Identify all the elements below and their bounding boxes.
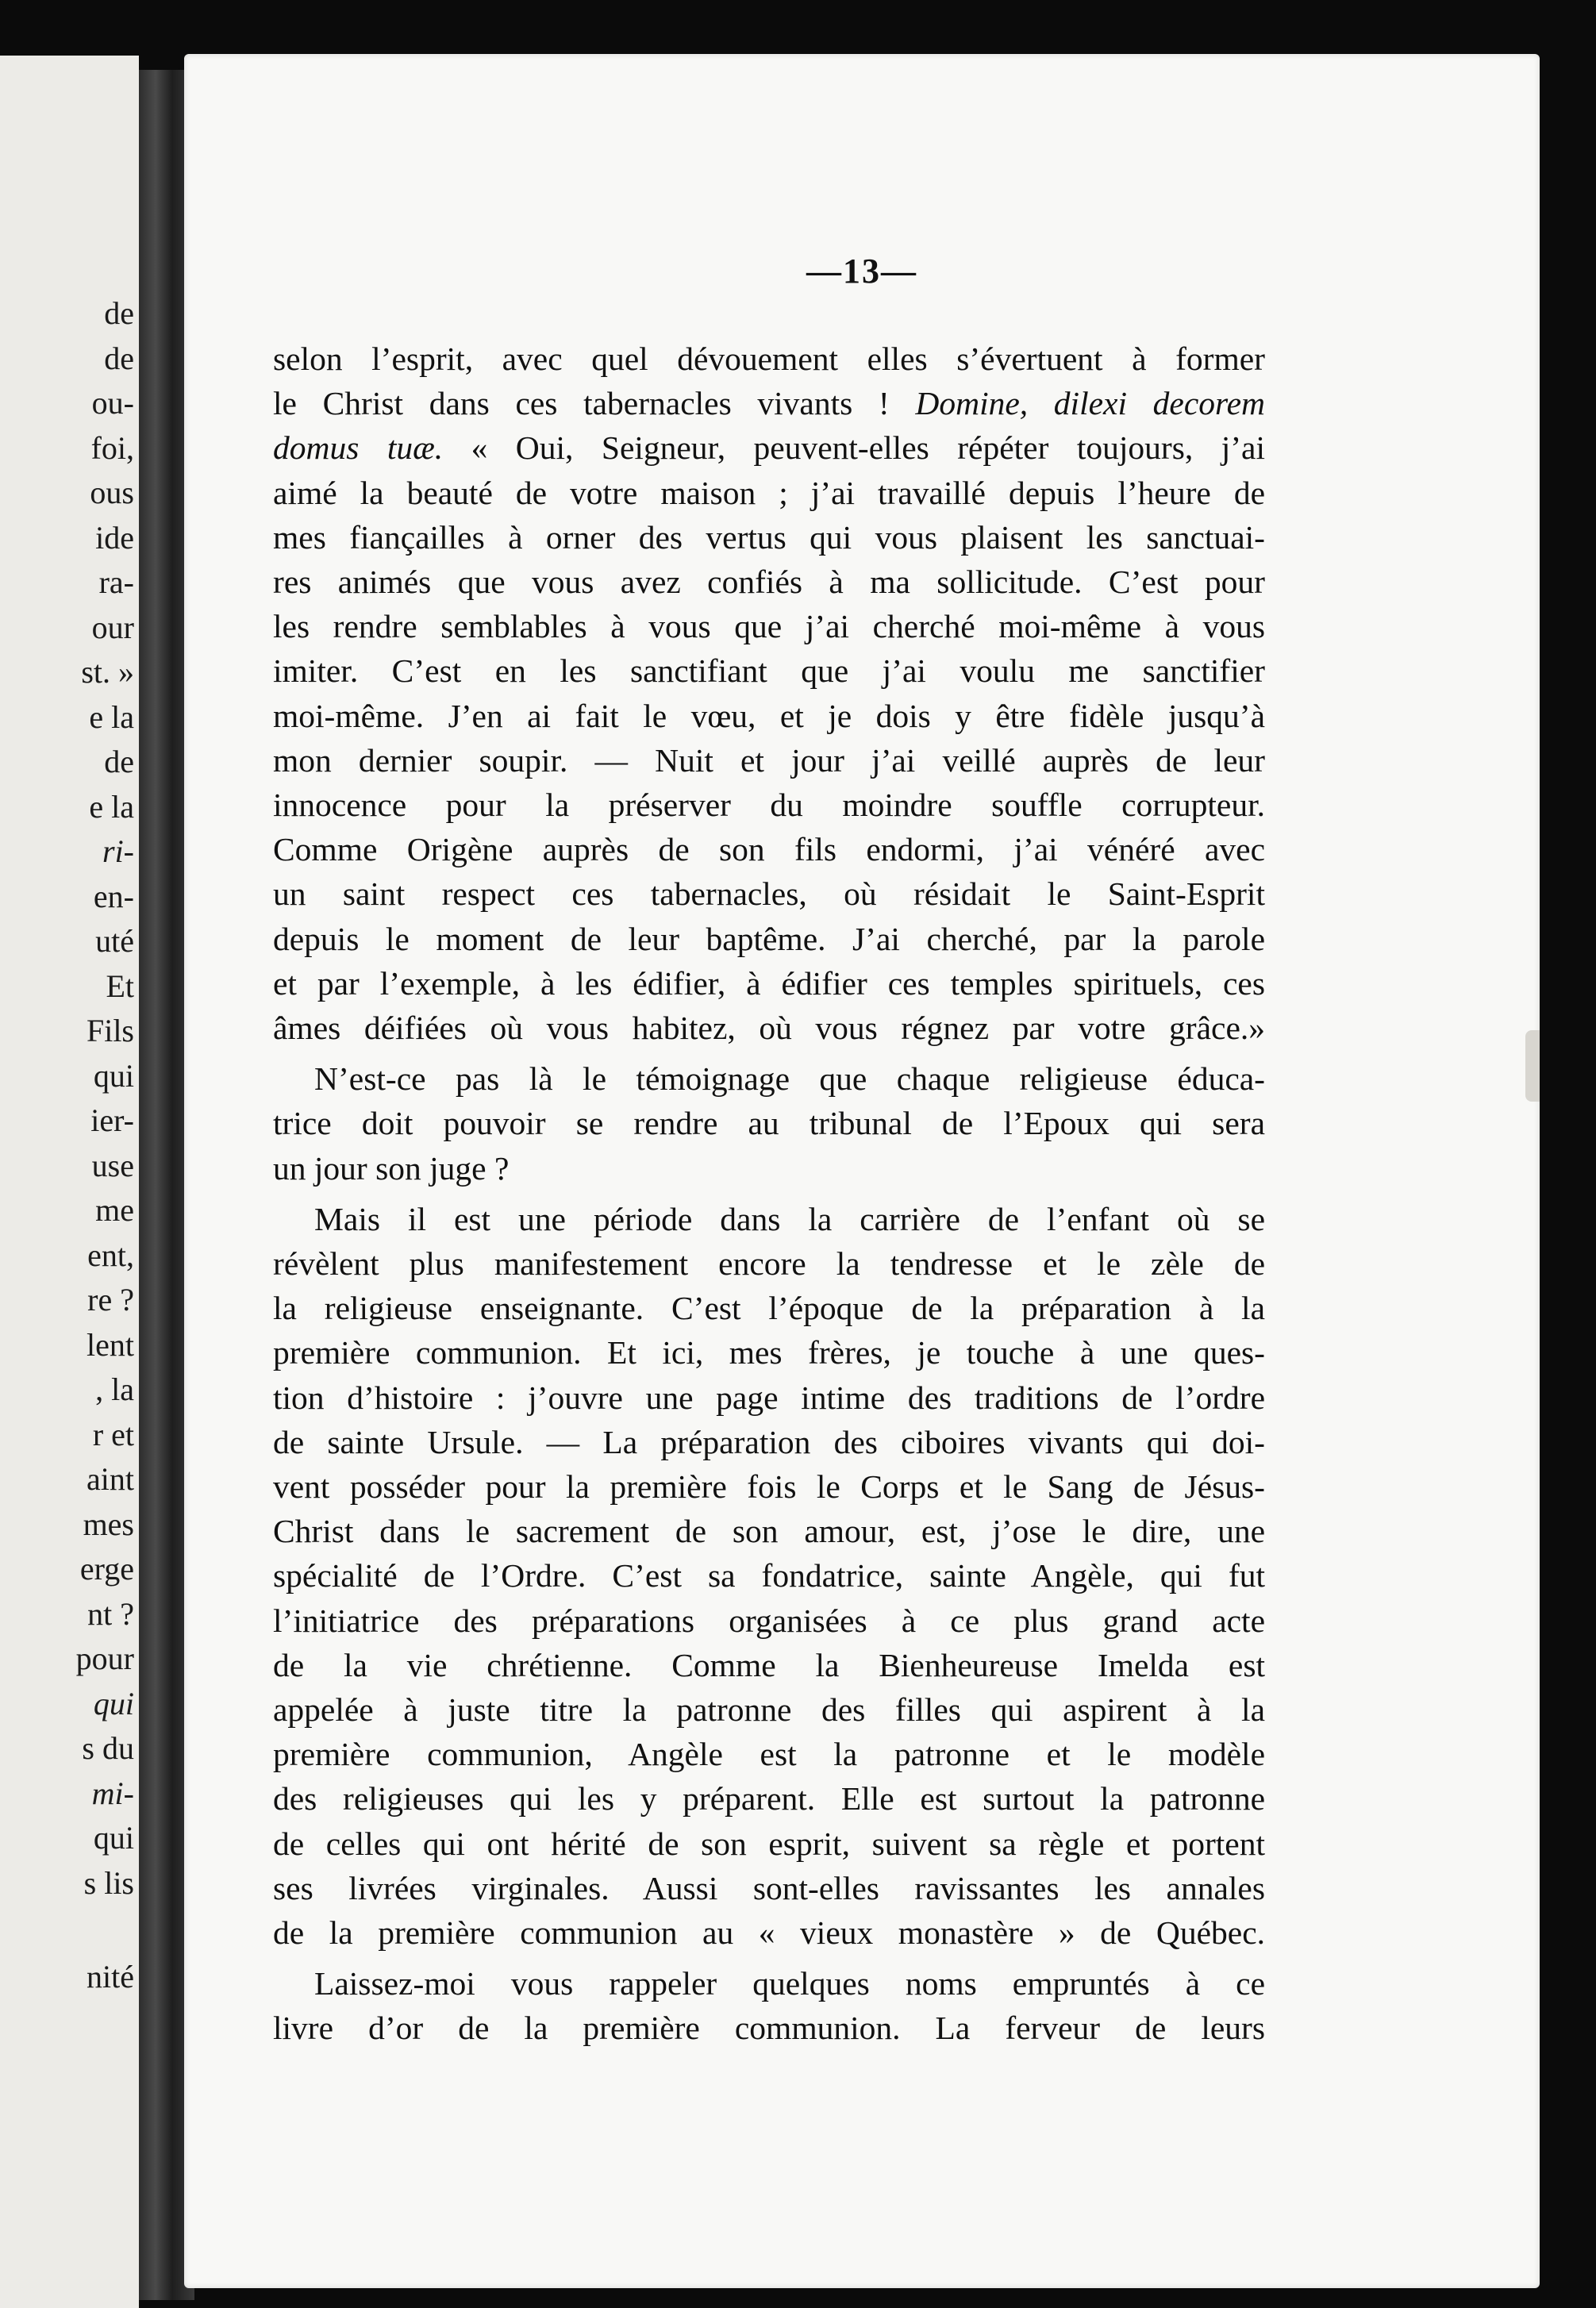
text-line: spécialité de l’Ordre. C’est sa fondatrice, sainte Angèle, qui fut	[273, 1557, 1265, 1594]
left-page-text-fragment: ide	[95, 519, 134, 556]
page-number: —13—	[806, 252, 917, 290]
left-page-text-fragment: lent	[87, 1326, 134, 1363]
text-line: des religieuses qui les y préparent. Elle est surtout la patronne	[273, 1780, 1265, 1818]
left-page-text-fragment: st. »	[81, 654, 134, 690]
left-page-text-fragment: de	[104, 295, 134, 331]
text-line: les rendre semblables à vous que j’ai cherché moi-même à vous	[273, 608, 1265, 645]
text-line: livre d’or de la première communion. La ferveur de leurs	[273, 2010, 1265, 2047]
left-page-text-fragment: foi,	[90, 429, 134, 466]
text-line: première communion. Et ici, mes frères, je touche à une ques-	[273, 1334, 1265, 1371]
left-page-text-fragment: ra-	[98, 564, 134, 600]
text-line: Comme Origène auprès de son fils endormi, j’ai vénéré avec	[273, 831, 1265, 868]
text-line: mes fiançailles à orner des vertus qui vous plaisent les sanctuai-	[273, 518, 1265, 556]
text-line: première communion, Angèle est la patronne et le modèle	[273, 1736, 1265, 1773]
left-page-text-fragment: de	[104, 340, 134, 376]
page-edge-mark	[1525, 1030, 1540, 1102]
text-line: moi-même. J’en ai fait le vœu, et je dois y être fidèle jusqu’à	[273, 697, 1265, 734]
left-page-text-fragment: nité	[87, 1959, 134, 1994]
left-page-text-fragment: ri-	[102, 833, 134, 869]
left-page-text-fragment: pour	[75, 1641, 134, 1676]
text-line: âmes déifiées où vous habitez, où vous régnez par votre grâce.»	[273, 1010, 1265, 1046]
left-page-text-fragment: en-	[93, 878, 134, 914]
text-line: N’est-ce pas là le témoignage que chaque religieuse éduca-	[314, 1060, 1265, 1098]
text-line: Mais il est une période dans la carrière de l’enfant où se	[314, 1200, 1265, 1237]
left-page-text-fragment: Fils	[86, 1013, 134, 1048]
text-line: révèlent plus manifestement encore la tendresse et le zèle de	[273, 1245, 1265, 1282]
text-line: un saint respect ces tabernacles, où résidait le Saint-Esprit	[273, 875, 1265, 913]
left-page-text-fragment: ier-	[90, 1102, 134, 1138]
left-page-fragment	[0, 56, 139, 2308]
text-line: le Christ dans ces tabernacles vivants ! Domine, dilexi decorem	[273, 385, 1265, 422]
text-line: trice doit pouvoir se rendre au tribunal de l’Epoux qui sera	[273, 1105, 1265, 1142]
text-line: selon l’esprit, avec quel dévouement elles s’évertuent à former	[273, 340, 1265, 377]
text-line: res animés que vous avez confiés à ma sollicitude. C’est pour	[273, 564, 1265, 600]
left-page-text-fragment: r et	[92, 1416, 134, 1452]
text-line: appelée à juste titre la patronne des filles qui aspirent à la	[273, 1691, 1265, 1728]
left-page-text-fragment: e la	[89, 698, 134, 735]
left-page-text-fragment: , la	[95, 1371, 134, 1407]
left-page-text-fragment: aint	[87, 1461, 134, 1497]
left-page-text-fragment: re ?	[87, 1282, 134, 1317]
left-page-text-fragment: nt ?	[87, 1595, 134, 1632]
text-line: innocence pour la préserver du moindre souffle corrupteur.	[273, 787, 1265, 823]
text-line: de la vie chrétienne. Comme la Bienheureuse Imelda est	[273, 1646, 1265, 1683]
text-line: de la première communion au « vieux monastère » de Québec.	[273, 1914, 1265, 1951]
left-page-text-fragment: our	[91, 609, 134, 645]
left-page-text-fragment: s lis	[83, 1864, 134, 1901]
left-page-text-fragment: ous	[90, 475, 134, 510]
left-page-text-fragment: e la	[89, 788, 134, 825]
text-line: l’initiatrice des préparations organisées à ce plus grand acte	[273, 1602, 1265, 1639]
left-page-text-fragment: erge	[79, 1551, 134, 1587]
left-page-text-fragment: s du	[82, 1730, 134, 1766]
left-page-text-fragment: use	[91, 1147, 134, 1183]
latin-quote: domus tuæ.	[273, 429, 444, 467]
text-line: domus tuæ. « Oui, Seigneur, peuvent-elles répéter toujours, j’ai	[273, 429, 1265, 467]
left-page-text-fragment: Et	[106, 967, 134, 1004]
text-line: de celles qui ont hérité de son esprit, suivent sa règle et portent	[273, 1825, 1265, 1862]
text-line: mon dernier soupir. — Nuit et jour j’ai veillé auprès de leur	[273, 741, 1265, 779]
text-line: Laissez-moi vous rappeler quelques noms empruntés à ce	[314, 1965, 1265, 2002]
left-page-text-fragment: me	[95, 1192, 134, 1228]
left-page-text-fragment: ou-	[91, 385, 134, 421]
left-page-text-fragment: mes	[83, 1506, 134, 1542]
text-line: et par l’exemple, à les édifier, à édifier ces temples spirituels, ces	[273, 964, 1265, 1002]
text-line: aimé la beauté de votre maison ; j’ai travaillé depuis l’heure de	[273, 474, 1265, 511]
text-line: ses livrées virginales. Aussi sont-elles ravissantes les annales	[273, 1869, 1265, 1906]
text-line: la religieuse enseignante. C’est l’époque de la préparation à la	[273, 1290, 1265, 1327]
text-line: imiter. C’est en les sanctifiant que j’ai voulu me sanctifier	[273, 652, 1265, 690]
book-page	[184, 54, 1540, 2288]
text-line: vent posséder pour la première fois le Corps et le Sang de Jésus-	[273, 1468, 1265, 1505]
left-page-text-fragment: qui	[93, 1820, 134, 1856]
left-page-text-fragment: qui	[93, 1685, 134, 1721]
left-page-text-fragment: de	[104, 744, 134, 779]
text-line: de sainte Ursule. — La préparation des ciboires vivants qui doi-	[273, 1423, 1265, 1460]
text-line: depuis le moment de leur baptême. J’ai cherché, par la parole	[273, 920, 1265, 957]
left-page-text-fragment: qui	[93, 1057, 134, 1094]
left-page-text-fragment: mi-	[91, 1775, 134, 1811]
left-page-text-fragment: uté	[95, 923, 134, 959]
latin-quote: Domine, dilexi decorem	[915, 385, 1265, 422]
text-line: Christ dans le sacrement de son amour, est, j’ose le dire, une	[273, 1513, 1265, 1550]
text-line: un jour son juge ?	[273, 1149, 510, 1187]
text-line: tion d’histoire : j’ouvre une page intime des traditions de l’ordre	[273, 1379, 1265, 1416]
left-page-text-fragment: ent,	[87, 1237, 134, 1273]
